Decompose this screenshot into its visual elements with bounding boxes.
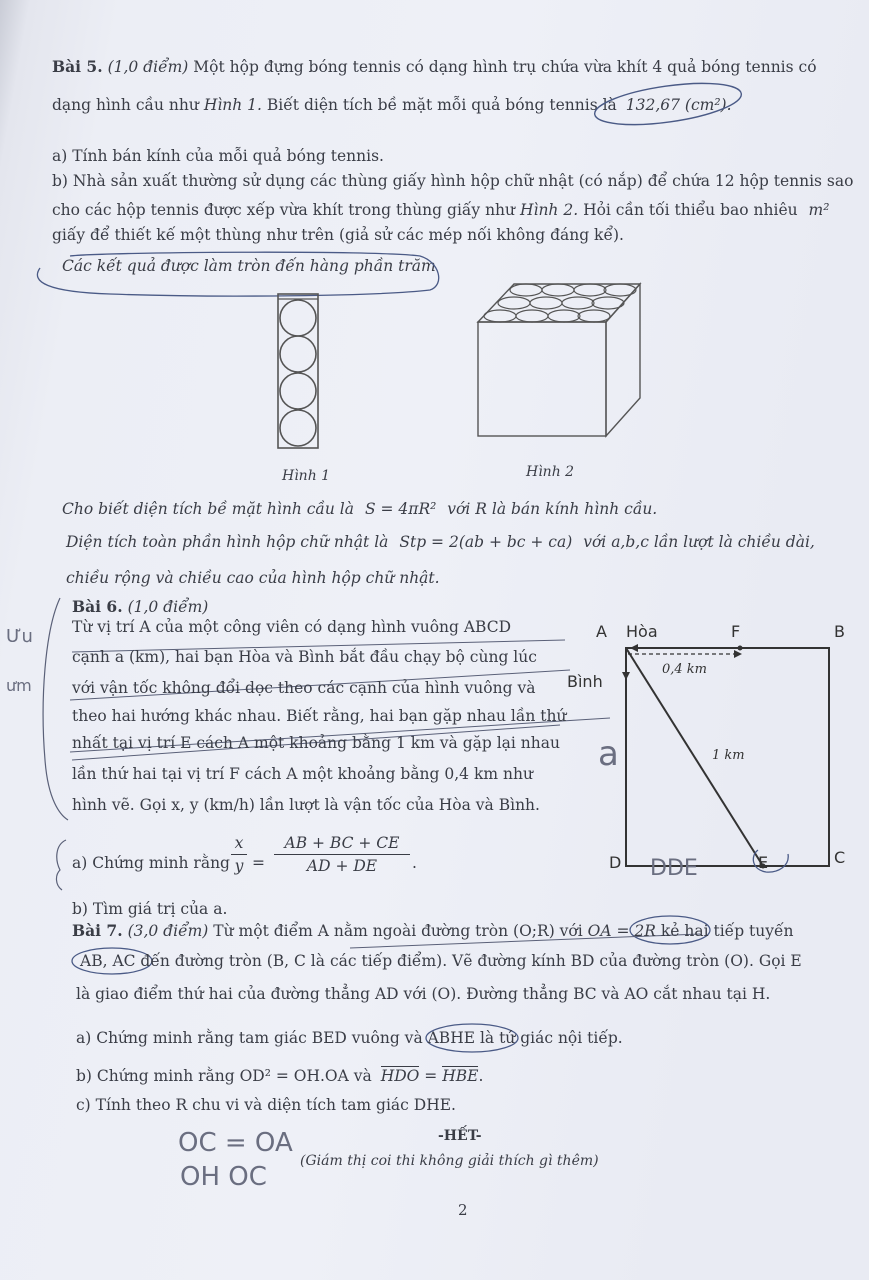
bai5-area-value: 132,67 (cm²). bbox=[625, 96, 732, 114]
label-a: A bbox=[596, 622, 607, 641]
bai6-line6: lần thứ hai tại vị trí F cách A một khoảng bằng 0,4 km như bbox=[72, 765, 533, 783]
angle-equals: = bbox=[424, 1067, 438, 1085]
label-e: E bbox=[758, 853, 769, 872]
angle-hbe: HBE bbox=[442, 1067, 479, 1085]
tennis-ball-3 bbox=[280, 373, 316, 409]
box-top-face bbox=[478, 284, 640, 322]
bai5-text-2c: Biết diện tích bề mặt mỗi quả bóng tennis là bbox=[266, 96, 617, 114]
bai6-b: b) Tìm giá trị của a. bbox=[72, 900, 228, 918]
bai6-margin-annotation bbox=[43, 598, 68, 820]
label-binh: Bình bbox=[567, 672, 603, 691]
bai6-line7: hình vẽ. Gọi x, y (km/h) lần lượt là vận tốc của Hòa và Bình. bbox=[72, 796, 540, 814]
bai6-line3: với vận tốc không đổi dọc theo các cạnh của hình vuông và bbox=[72, 679, 536, 697]
tube-outline bbox=[278, 294, 318, 448]
frac-left bbox=[231, 834, 247, 875]
figure-1-caption: Hình 1 bbox=[282, 468, 331, 484]
label-f: F bbox=[731, 622, 741, 641]
bai6-line4: theo hai hướng khác nhau. Biết rằng, hai bạn gặp nhau lần thứ bbox=[72, 707, 567, 725]
frac-right bbox=[274, 834, 410, 875]
tennis-ball-4 bbox=[280, 410, 316, 446]
bai7-a: a) Chứng minh rằng tam giác BED vuông và ABHE là tứ giác nội tiếp. bbox=[76, 1029, 623, 1047]
bai7-line1 bbox=[72, 921, 794, 940]
bai5-b-line3: giấy để thiết kế một thùng như trên (giả sử các mép nối không đáng kể). bbox=[52, 226, 624, 244]
formula-sphere-tail: với R là bán kính hình cầu. bbox=[447, 500, 658, 518]
point-f bbox=[738, 646, 743, 651]
bai5-text-1: Một hộp đựng bóng tennis có dạng hình trụ chứa vừa khít 4 quả bóng tennis có bbox=[193, 58, 817, 76]
bai5-b-unit: m² bbox=[808, 201, 830, 219]
frac-right-den: AD + DE bbox=[306, 857, 378, 875]
bai7-line3: là giao điểm thứ hai của đường thẳng AD với (O). Đường thẳng BC và AO cắt nhau tại H. bbox=[76, 985, 771, 1003]
formula-sphere bbox=[62, 500, 657, 518]
formula-box-expr: Stp = 2(ab + bc + ca) bbox=[399, 533, 573, 551]
bai5-title: Bài 5. bbox=[52, 57, 103, 76]
bai7-points: (3,0 điểm) bbox=[127, 922, 209, 940]
figure-2-box bbox=[474, 280, 646, 440]
bai5-points: (1,0 điểm) bbox=[107, 58, 189, 76]
formula-box bbox=[66, 533, 815, 551]
bai6-title: Bài 6. bbox=[72, 597, 123, 616]
bai5-text-2a: dạng hình cầu như bbox=[52, 96, 199, 114]
tennis-ball-1 bbox=[280, 300, 316, 336]
can-top-2 bbox=[542, 284, 574, 296]
figure-1-tube bbox=[276, 292, 322, 452]
bai5-b-text-2b: Hình 2. bbox=[519, 201, 579, 219]
handwriting-oh-oc: OH OC bbox=[180, 1162, 267, 1192]
frac-period: . bbox=[412, 854, 417, 872]
can-top-5 bbox=[498, 297, 530, 309]
formula-sphere-expr: S = 4πR² bbox=[364, 500, 437, 518]
box-top-circles bbox=[484, 284, 636, 322]
handwriting-a: a bbox=[598, 734, 619, 774]
frac-left-num: x bbox=[234, 834, 244, 852]
label-ae-distance: 1 km bbox=[712, 748, 745, 763]
can-top-9 bbox=[484, 310, 516, 322]
bai7-b-text: b) Chứng minh rằng OD² = OH.OA và bbox=[76, 1067, 372, 1085]
box-side-face bbox=[606, 284, 640, 436]
label-d: D bbox=[609, 853, 622, 872]
label-hoa: Hòa bbox=[626, 622, 658, 641]
page-number: 2 bbox=[458, 1201, 468, 1219]
bai6-points: (1,0 điểm) bbox=[127, 598, 209, 616]
label-c: C bbox=[834, 848, 846, 867]
bai7-c: c) Tính theo R chu vi và diện tích tam giác DHE. bbox=[76, 1096, 456, 1114]
frac-equals: = bbox=[252, 854, 265, 872]
bai6-line1: Từ vị trí A của một công viên có dạng hình vuông ABCD bbox=[72, 618, 512, 636]
arrow-hoa-head bbox=[630, 644, 638, 652]
bai7-line2: AB, AC đến đường tròn (B, C là các tiếp điểm). Vẽ đường kính BD của đường tròn (O). Gọi E bbox=[80, 952, 802, 970]
bai6-brace-annotation bbox=[56, 840, 66, 890]
bai5-text-2b: Hình 1. bbox=[203, 96, 262, 114]
bai5-a: a) Tính bán kính của mỗi quả bóng tennis. bbox=[52, 147, 384, 165]
bai6-a-label: a) Chứng minh rằng bbox=[72, 854, 230, 872]
label-af-distance: 0,4 km bbox=[662, 662, 708, 677]
handwriting-oc-oa: OC = OA bbox=[178, 1128, 293, 1158]
proctor-note: (Giám thị coi thi không giải thích gì thêm) bbox=[300, 1153, 599, 1169]
bai6-line2: cạnh a (km), hai bạn Hòa và Bình bắt đầu chạy bộ cùng lúc bbox=[72, 648, 537, 666]
formula-sphere-text: Cho biết diện tích bề mặt hình cầu là bbox=[62, 500, 355, 518]
can-top-3 bbox=[574, 284, 606, 296]
bai5-b-text-2c: Hỏi cần tối thiểu bao nhiêu bbox=[583, 201, 798, 219]
tennis-ball-2 bbox=[280, 336, 316, 372]
rounding-bracket-annotation bbox=[37, 252, 438, 296]
formula-box-text: Diện tích toàn phần hình hộp chữ nhật là bbox=[66, 533, 389, 551]
handwriting-margin-2: ưm bbox=[6, 676, 32, 695]
arrow-binh-head bbox=[622, 672, 630, 680]
bai5-rounding-note: Các kết quả được làm tròn đến hàng phần trăm bbox=[62, 257, 436, 275]
formula-box-tail: với a,b,c lần lượt là chiều dài, bbox=[583, 533, 815, 551]
bai7-b: b) Chứng minh rằng OD² = OH.OA và HDO = HBE. bbox=[76, 1067, 484, 1085]
formula-box-line3: chiều rộng và chiều cao của hình hộp chữ nhật. bbox=[66, 569, 440, 587]
bai7-text-1c: kẻ hai tiếp tuyến bbox=[660, 922, 794, 940]
frac-right-num: AB + BC + CE bbox=[284, 834, 400, 852]
frac-left-bar bbox=[231, 854, 247, 855]
bai5-b-line1: b) Nhà sản xuất thường sử dụng các thùng giấy hình hộp chữ nhật (có nắp) để chứa 12 hộp tennis sao bbox=[52, 172, 854, 190]
label-b: B bbox=[834, 622, 845, 641]
angle-hdo: HDO bbox=[380, 1067, 420, 1085]
can-top-8 bbox=[592, 297, 624, 309]
bai7-oa-2r: OA = 2R bbox=[587, 922, 656, 940]
can-top-4 bbox=[604, 284, 636, 296]
frac-right-bar bbox=[274, 854, 410, 855]
area-circle-annotation bbox=[592, 76, 744, 132]
can-top-10 bbox=[516, 310, 548, 322]
handwriting-dde: DDE bbox=[650, 856, 698, 881]
can-top-1 bbox=[510, 284, 542, 296]
bai6-header bbox=[72, 597, 208, 616]
bai6-line5: nhất tại vị trí E cách A một khoảng bằng 1 km và gặp lại nhau bbox=[72, 734, 560, 752]
arrow-af-head bbox=[734, 650, 742, 658]
bai7-text-1a: Từ một điểm A nằm ngoài đường tròn (O;R) với bbox=[213, 922, 583, 940]
bai7-title: Bài 7. bbox=[72, 921, 123, 940]
figure-2-caption: Hình 2 bbox=[526, 464, 575, 480]
box-front-face bbox=[478, 322, 606, 436]
can-top-11 bbox=[548, 310, 580, 322]
handwriting-margin-1: Ưu bbox=[6, 626, 33, 647]
can-top-6 bbox=[530, 297, 562, 309]
e-circle-annotation-svg bbox=[748, 846, 796, 876]
frac-left-den: y bbox=[234, 857, 244, 875]
e-circle-annotation bbox=[753, 850, 788, 872]
can-top-7 bbox=[562, 297, 594, 309]
end-marker: -HẾT- bbox=[438, 1128, 482, 1144]
bai5-b-text-2a: cho các hộp tennis được xếp vừa khít trong thùng giấy như bbox=[52, 201, 516, 219]
can-top-12 bbox=[578, 310, 610, 322]
